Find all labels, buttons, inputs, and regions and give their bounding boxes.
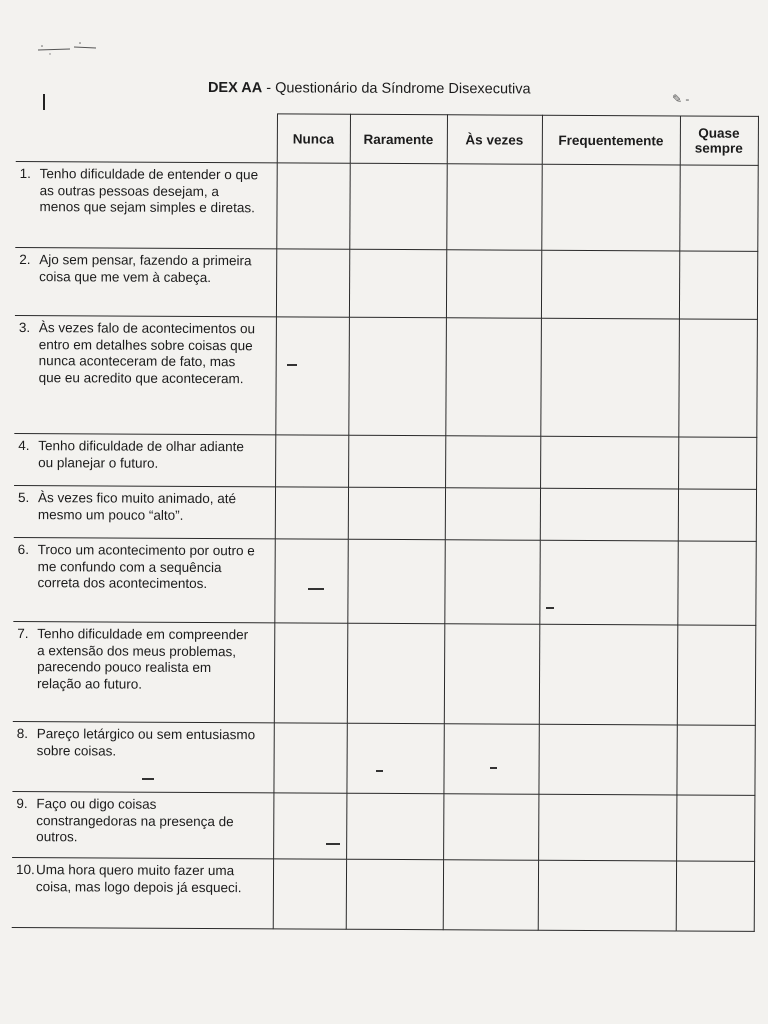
answer-frequentemente-cell[interactable] (539, 540, 677, 625)
question-number: 7. (17, 626, 29, 642)
question-cell (14, 485, 275, 538)
column-header-nunca: Nunca (277, 114, 350, 163)
question-text: Às vezes fico muito animado, até mesmo um pouco “alto”. (37, 490, 237, 523)
answer-nunca-cell[interactable] (274, 623, 348, 723)
answer-nunca-cell[interactable] (274, 539, 347, 623)
question-cell (14, 315, 276, 434)
answer-frequentemente-cell[interactable] (538, 724, 676, 795)
answer-raramente-cell[interactable] (347, 623, 445, 724)
answer-raramente-cell[interactable] (347, 539, 444, 624)
column-header-frequentemente: Frequentemente (542, 115, 680, 165)
question-number: 3. (18, 320, 31, 336)
question-text: Uma hora quero muito fazer uma coisa, mas logo depois já esqueci. (35, 862, 242, 895)
answer-frequentemente-cell[interactable] (538, 860, 676, 931)
answer-frequentemente-cell[interactable] (540, 488, 678, 541)
stray-mark (376, 770, 383, 772)
answer-raramente-cell[interactable] (349, 249, 446, 318)
question-number: 8. (16, 726, 29, 742)
table-row (14, 433, 756, 489)
question-number: 5. (17, 490, 30, 506)
title-code: DEX AA (207, 80, 263, 97)
question-cell (12, 791, 273, 858)
answer-quase-sempre-cell[interactable] (677, 625, 756, 725)
answer-quase-sempre-cell[interactable] (676, 795, 754, 861)
answer-quase-sempre-cell[interactable] (677, 541, 755, 625)
answer-as-vezes-cell[interactable] (443, 724, 538, 794)
answer-nunca-cell[interactable] (275, 487, 348, 539)
question-text: Tenho dificuldade de olhar adiante ou planejar o futuro. (38, 438, 244, 471)
answer-nunca-cell[interactable] (273, 723, 346, 793)
question-text: Às vezes falo de acontecimentos ou entro em detalhes sobre coisas que nunca aconteceram de fato, mas que eu acredito que aconteceram. (38, 320, 256, 386)
answer-raramente-cell[interactable] (346, 723, 443, 794)
answer-as-vezes-cell[interactable] (444, 540, 539, 624)
question-text: Troco um acontecimento por outro e me confundo com a sequência correta dos acontecimentos. (37, 542, 255, 592)
question-cell (13, 537, 274, 622)
table-row (15, 247, 757, 319)
answer-frequentemente-cell[interactable] (540, 436, 678, 489)
answer-as-vezes-cell[interactable] (446, 164, 541, 250)
stray-mark (546, 607, 554, 609)
answer-nunca-cell[interactable] (275, 317, 349, 435)
table-row (12, 857, 754, 931)
stray-mark (326, 843, 340, 845)
stray-mark (490, 767, 497, 769)
answer-quase-sempre-cell[interactable] (676, 725, 754, 795)
question-cell (14, 433, 275, 486)
answer-as-vezes-cell[interactable] (443, 794, 538, 860)
answer-nunca-cell[interactable] (276, 163, 349, 249)
question-number: 4. (18, 438, 30, 454)
margin-tick-mark (43, 94, 45, 110)
answer-quase-sempre-cell[interactable] (678, 489, 756, 541)
question-number: 2. (19, 252, 31, 268)
answer-quase-sempre-cell[interactable] (678, 319, 757, 437)
table-row (14, 485, 756, 541)
answer-raramente-cell[interactable] (346, 859, 443, 930)
question-text: Ajo sem pensar, fazendo a primeira coisa que me vem à cabeça. (39, 252, 252, 285)
answer-nunca-cell[interactable] (275, 435, 348, 487)
stray-mark (308, 588, 324, 590)
table-row (12, 791, 754, 861)
answer-nunca-cell[interactable] (276, 249, 349, 317)
answer-nunca-cell[interactable] (273, 859, 346, 929)
table-row (13, 621, 756, 725)
question-text: Tenho dificuldade de entender o que as outras pessoas desejam, a menos que sejam simples e diretas. (39, 166, 259, 216)
column-header-raramente: Raramente (350, 114, 447, 164)
question-cell (12, 721, 273, 792)
answer-nunca-cell[interactable] (273, 793, 346, 859)
question-text: Faço ou digo coisas constrangedoras na presença de outros. (36, 796, 234, 845)
answer-as-vezes-cell[interactable] (445, 436, 540, 488)
answer-quase-sempre-cell[interactable] (676, 861, 754, 931)
header-row (16, 112, 758, 165)
answer-raramente-cell[interactable] (348, 317, 446, 436)
pen-scribble-mark: ✎ - (672, 92, 690, 106)
answer-frequentemente-cell[interactable] (541, 250, 679, 319)
questionnaire-form (12, 112, 760, 936)
question-cell (12, 857, 273, 928)
answer-quase-sempre-cell[interactable] (678, 437, 756, 489)
stray-mark (142, 778, 154, 780)
column-header-quase-sempre: Quase sempre (680, 116, 758, 165)
stray-mark (287, 364, 297, 366)
column-header-as-vezes: Às vezes (447, 115, 542, 164)
answer-raramente-cell[interactable] (348, 487, 445, 540)
question-number: 1. (19, 166, 31, 182)
answer-frequentemente-cell[interactable] (539, 624, 678, 725)
answer-frequentemente-cell[interactable] (541, 164, 679, 251)
header-blank-cell (16, 112, 277, 162)
table-row (15, 161, 757, 251)
question-number: 6. (17, 542, 30, 558)
question-cell (15, 247, 276, 316)
question-text: Pareço letárgico ou sem entusiasmo sobre coisas. (36, 726, 256, 759)
answer-as-vezes-cell[interactable] (444, 624, 540, 724)
table-row (13, 537, 755, 625)
answer-quase-sempre-cell[interactable] (679, 251, 757, 319)
question-cell (15, 161, 276, 248)
answer-as-vezes-cell[interactable] (446, 250, 541, 318)
scan-smudge-mark (30, 38, 100, 58)
answer-as-vezes-cell[interactable] (445, 488, 540, 540)
answer-raramente-cell[interactable] (349, 163, 446, 250)
question-number: 10. (15, 862, 35, 878)
answer-raramente-cell[interactable] (346, 793, 443, 860)
answer-as-vezes-cell[interactable] (443, 860, 538, 930)
answer-as-vezes-cell[interactable] (445, 318, 541, 436)
table-row (14, 315, 757, 437)
answer-frequentemente-cell[interactable] (538, 794, 676, 861)
document-title (208, 80, 531, 97)
question-number: 9. (16, 796, 28, 812)
answer-frequentemente-cell[interactable] (540, 318, 679, 437)
questionnaire-table (12, 112, 759, 932)
question-cell (13, 621, 275, 722)
answer-raramente-cell[interactable] (348, 435, 445, 488)
question-text: Tenho dificuldade em compreender a extensão dos meus problemas, parecendo pouco realista em relação ao futuro. (36, 626, 249, 692)
title-text: - Questionário da Síndrome Disexecutiva (262, 80, 531, 98)
answer-quase-sempre-cell[interactable] (679, 165, 757, 251)
table-row (12, 721, 754, 795)
